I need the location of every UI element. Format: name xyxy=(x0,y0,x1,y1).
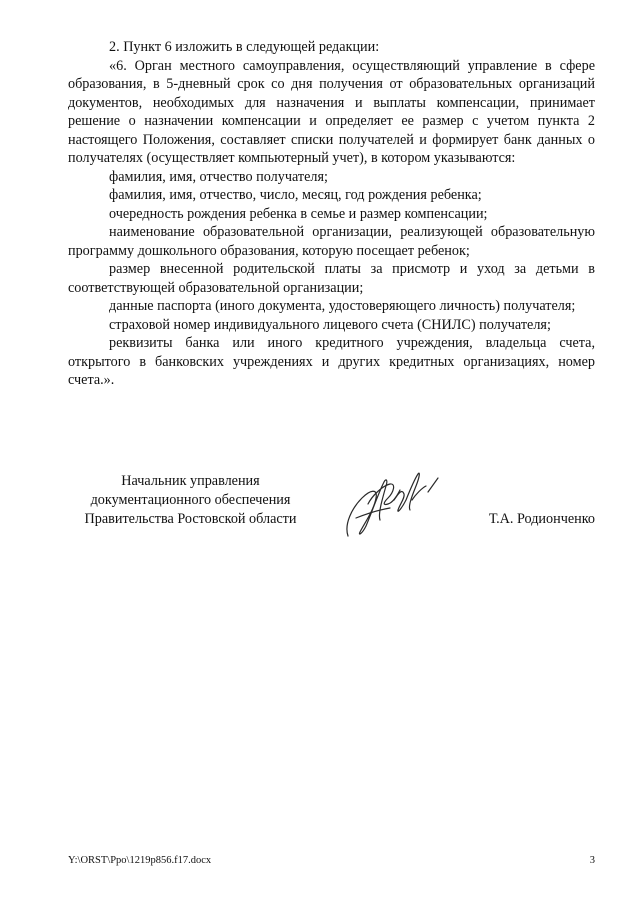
list-item-recipient-name: фамилия, имя, отчество получателя; xyxy=(109,168,328,185)
signatory-title-line: Начальник управления xyxy=(121,473,260,489)
file-path: Y:\ORST\Ppo\1219p856.f17.docx xyxy=(68,855,212,866)
list-item-organization: наименование образовательной организации, реализующей образовательную программу дошкольного образования, которую посещает ребенок; xyxy=(68,224,595,259)
signatory-title-line: Правительства Ростовской области xyxy=(84,511,297,527)
page-number: 3 xyxy=(589,855,595,866)
signatory-title-line: документационного обеспечения xyxy=(90,492,291,508)
paragraph-item-6: «6. Орган местного самоуправления, осуществляющий управление в сфере образования, в 5-дневный срок со дня получения от образовательных организаций документов, необходимых для назначения и выплаты компенсации, принимает решение о назначении компенсации и определяет ее размер с учетом пункта 2 настоящего Положения, составляет списки получателей и формирует банк данных о получателях (осуществляет компьютерный учет), в котором указываются: xyxy=(68,57,595,166)
signature-block xyxy=(68,472,595,552)
handwritten-signature-icon xyxy=(338,464,448,544)
list-item-birth-order: очередность рождения ребенка в семье и размер компенсации; xyxy=(109,205,488,222)
document-body xyxy=(68,38,595,390)
signatory-title xyxy=(68,472,313,529)
signatory-name: Т.А. Родионченко xyxy=(488,511,595,527)
list-item-child-name-birth: фамилия, имя, отчество, число, месяц, год рождения ребенка; xyxy=(109,187,482,203)
list-item-passport: данные паспорта (иного документа, удостоверяющего личность) получателя; xyxy=(109,298,576,314)
list-item-bank-details: реквизиты банка или иного кредитного учреждения, владельца счета, открытого в банковских учреждениях и других кредитных организациях, номер счета.». xyxy=(68,335,595,388)
list-item-snils: страховой номер индивидуального лицевого счета (СНИЛС) получателя; xyxy=(109,316,551,333)
paragraph-amendment-intro: 2. Пункт 6 изложить в следующей редакции: xyxy=(109,39,380,55)
list-item-parental-fee: размер внесенной родительской платы за присмотр и уход за детьми в соответствующей образовательной организации; xyxy=(68,261,595,296)
